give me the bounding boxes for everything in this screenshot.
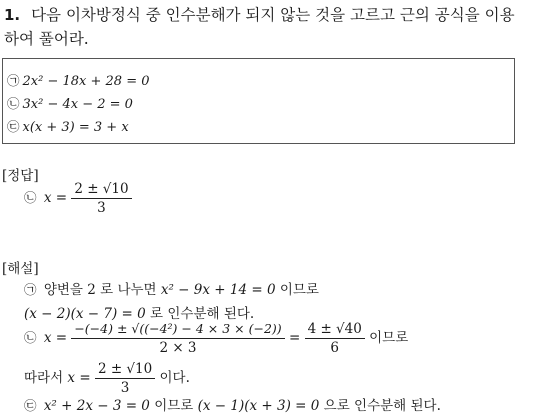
explanation-text-5a: 이므로 bbox=[154, 398, 194, 414]
option-2-expr: 3x² − 4x − 2 = 0 bbox=[22, 97, 133, 112]
option-3-marker: ㉢ bbox=[7, 119, 20, 134]
question-text-2: 하여 풀어라. bbox=[4, 30, 89, 48]
explanation-fraction-4 bbox=[95, 360, 155, 397]
question-line-2 bbox=[4, 27, 89, 49]
question-number: 1. bbox=[4, 6, 21, 24]
explanation-expr-5a: x² + 2x − 3 = 0 bbox=[43, 398, 150, 414]
explanation-denominator-3b: 6 bbox=[330, 340, 339, 356]
answer-marker: ㉡ bbox=[24, 190, 37, 205]
explanation-text-3: 이므로 bbox=[369, 330, 409, 346]
explanation-marker-3: ㉡ bbox=[24, 330, 37, 345]
explanation-text-4a: 따라서 bbox=[24, 370, 64, 386]
answer-lhs: x = bbox=[43, 190, 68, 206]
explanation-line-5 bbox=[24, 394, 441, 414]
option-1-marker: ㉠ bbox=[7, 73, 20, 88]
explanation-line-2 bbox=[24, 302, 254, 322]
explanation-equals-3: = bbox=[288, 330, 301, 346]
explanation-numerator-4: 2 ± √10 bbox=[95, 360, 155, 379]
explanation-text-2: 로 인수분해 된다. bbox=[150, 306, 255, 322]
question-text-1: 다음 이차방정식 중 인수분해가 되지 않는 것을 고르고 근의 공식을 이용 bbox=[31, 6, 515, 24]
explanation-marker-5: ㉢ bbox=[24, 398, 37, 413]
option-2 bbox=[7, 94, 133, 112]
option-3-expr: x(x + 3) = 3 + x bbox=[22, 120, 129, 135]
answer-line bbox=[24, 180, 132, 217]
answer-denominator: 3 bbox=[97, 200, 106, 216]
explanation-denominator-3a: 2 × 3 bbox=[159, 340, 197, 356]
explanation-fraction-3b bbox=[305, 320, 365, 357]
explanation-lhs-3: x = bbox=[43, 330, 68, 346]
explanation-numerator-3a: −(−4) ± √((−4²) − 4 × 3 × (−2)) bbox=[71, 320, 284, 339]
option-1 bbox=[7, 71, 150, 89]
question-line-1 bbox=[4, 3, 515, 25]
explanation-expr-2: (x − 2)(x − 7) = 0 bbox=[24, 306, 146, 322]
explanation-line-4 bbox=[24, 360, 190, 397]
option-1-expr: 2x² − 18x + 28 = 0 bbox=[22, 74, 150, 89]
explanation-text-1a: 양변을 2 로 나누면 bbox=[43, 282, 157, 298]
answer-fraction bbox=[71, 180, 131, 217]
answer-heading: [정답] bbox=[2, 168, 39, 184]
explanation-numerator-3b: 4 ± √40 bbox=[305, 320, 365, 339]
explanation-marker-1: ㉠ bbox=[24, 282, 37, 297]
explanation-heading: [해설] bbox=[2, 261, 39, 277]
explanation-text-5b: 으로 인수분해 된다. bbox=[323, 398, 441, 414]
explanation-lhs-4: x = bbox=[67, 370, 91, 386]
explanation-fraction-3a bbox=[71, 320, 284, 357]
option-3 bbox=[7, 117, 129, 135]
explanation-denominator-4: 3 bbox=[120, 380, 130, 396]
answer-numerator: 2 ± √10 bbox=[71, 180, 131, 199]
explanation-expr-1: x² − 9x + 14 = 0 bbox=[160, 282, 276, 298]
explanation-line-3 bbox=[24, 320, 408, 357]
explanation-text-4b: 이다. bbox=[159, 370, 190, 386]
option-2-marker: ㉡ bbox=[7, 96, 20, 111]
explanation-text-1b: 이므로 bbox=[279, 282, 319, 298]
explanation-line-1 bbox=[24, 278, 319, 298]
explanation-expr-5b: (x − 1)(x + 3) = 0 bbox=[197, 398, 320, 414]
